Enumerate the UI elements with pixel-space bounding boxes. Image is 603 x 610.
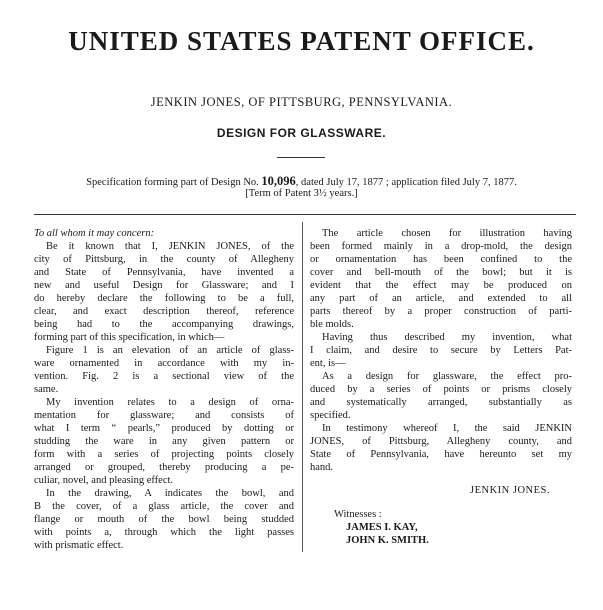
witness-name: JAMES I. KAY, — [346, 522, 418, 533]
text-line: parts thereof by a proper construction of parti- — [310, 306, 572, 317]
text-line: cover and bell-mouth of the bowl; but it is — [310, 267, 572, 278]
text-line: and systematically arranged, substantially as — [310, 397, 572, 408]
left-column — [34, 227, 294, 552]
short-rule — [277, 157, 325, 158]
text-line: studding the ware in any given pattern or — [34, 436, 294, 447]
column-divider — [302, 222, 303, 552]
text-line: new and useful Design for Glassware; and I — [34, 280, 294, 291]
witnesses-label: Witnesses : — [334, 509, 382, 520]
term-line: [Term of Patent 3½ years.] — [245, 188, 358, 199]
signature: JENKIN JONES. — [470, 485, 550, 496]
text-line: hand. — [310, 462, 334, 473]
text-line: In testimony whereof I, the said JENKIN — [322, 423, 572, 434]
text-line: vention. Fig. 2 is a sectional view of the — [34, 371, 294, 382]
right-column-lines — [310, 227, 572, 474]
left-column-lines — [34, 240, 294, 552]
spec-prefix: Specification forming part of Design No. — [86, 177, 259, 188]
right-column — [310, 227, 572, 547]
text-line: ware ornamented in accordance with my in- — [34, 358, 294, 369]
text-line: As a design for glassware, the effect pro- — [322, 371, 572, 382]
witness-name: JOHN K. SMITH. — [346, 535, 429, 546]
salutation: To all whom it may concern: — [34, 228, 155, 239]
text-line: JONES, of Pittsburg, Allegheny county, and — [310, 436, 572, 447]
design-title: DESIGN FOR GLASSWARE. — [216, 126, 387, 140]
text-line: with points a, through which the light passes — [34, 527, 294, 538]
text-line: culiar, novel, and pleasing effect. — [34, 475, 174, 486]
text-line: duced by a series of points or prisms closely — [310, 384, 572, 395]
text-line: ent, is— — [310, 358, 346, 369]
long-rule — [34, 214, 576, 215]
text-line: ble molds. — [310, 319, 354, 330]
text-line: arranged or grouped, thereby producing a pe- — [34, 462, 294, 473]
inventor-line: JENKIN JONES, OF PITTSBURG, PENNSYLVANIA. — [150, 95, 453, 109]
text-line: what I term “ pearls,” produced by dotting or — [34, 423, 294, 434]
text-line: city of Pittsburg, in the county of Allegheny — [34, 254, 294, 265]
text-line: any part of an article, and extended to all — [310, 293, 572, 304]
text-line: been formed mainly in a drop-mold, the design — [310, 241, 572, 252]
witnesses-block — [310, 508, 572, 547]
text-line: I claim, and desire to secure by Letters Pat- — [310, 345, 572, 356]
text-line: or ornamentation has been confined to the — [310, 254, 572, 265]
text-line: clear, and exact description thereof, reference — [34, 306, 294, 317]
spec-suffix: , dated July 17, 1877 ; application filed July 7, 1877. — [295, 177, 517, 188]
text-line: My invention relates to a design of orna- — [46, 397, 294, 408]
text-line: with prismatic effect. — [34, 540, 124, 551]
specification-line — [0, 174, 603, 189]
text-line: do hereby declare the following to be a full, — [34, 293, 294, 304]
text-line: and State of Pennsylvania, have invented a — [34, 267, 294, 278]
text-line: specified. — [310, 410, 351, 421]
text-line: being had to the accompanying drawings, — [34, 319, 294, 330]
office-title: UNITED STATES PATENT OFFICE. — [68, 26, 535, 56]
text-line: evident that the effect may be produced on — [310, 280, 572, 291]
text-line: form with a series of projecting points closely — [34, 449, 294, 460]
text-line: The article chosen for illustration having — [322, 228, 572, 239]
text-line: flange or mouth of the bowl being studded — [34, 514, 294, 525]
design-number: 10,096 — [261, 174, 296, 188]
text-line: forming part of this specification, in which— — [34, 332, 225, 343]
text-line: Figure 1 is an elevation of an article of glass- — [46, 345, 294, 356]
text-line: mentation for glassware; and consists of — [34, 410, 294, 421]
text-line: Be it known that I, JENKIN JONES, of the — [46, 241, 294, 252]
text-line: State of Pennsylvania, have hereunto set my — [310, 449, 572, 460]
text-line: B the cover, of a glass article, the cover and — [34, 501, 294, 512]
text-line: same. — [34, 384, 59, 395]
text-line: Having thus described my invention, what — [322, 332, 572, 343]
text-line: In the drawing, A indicates the bowl, and — [46, 488, 294, 499]
